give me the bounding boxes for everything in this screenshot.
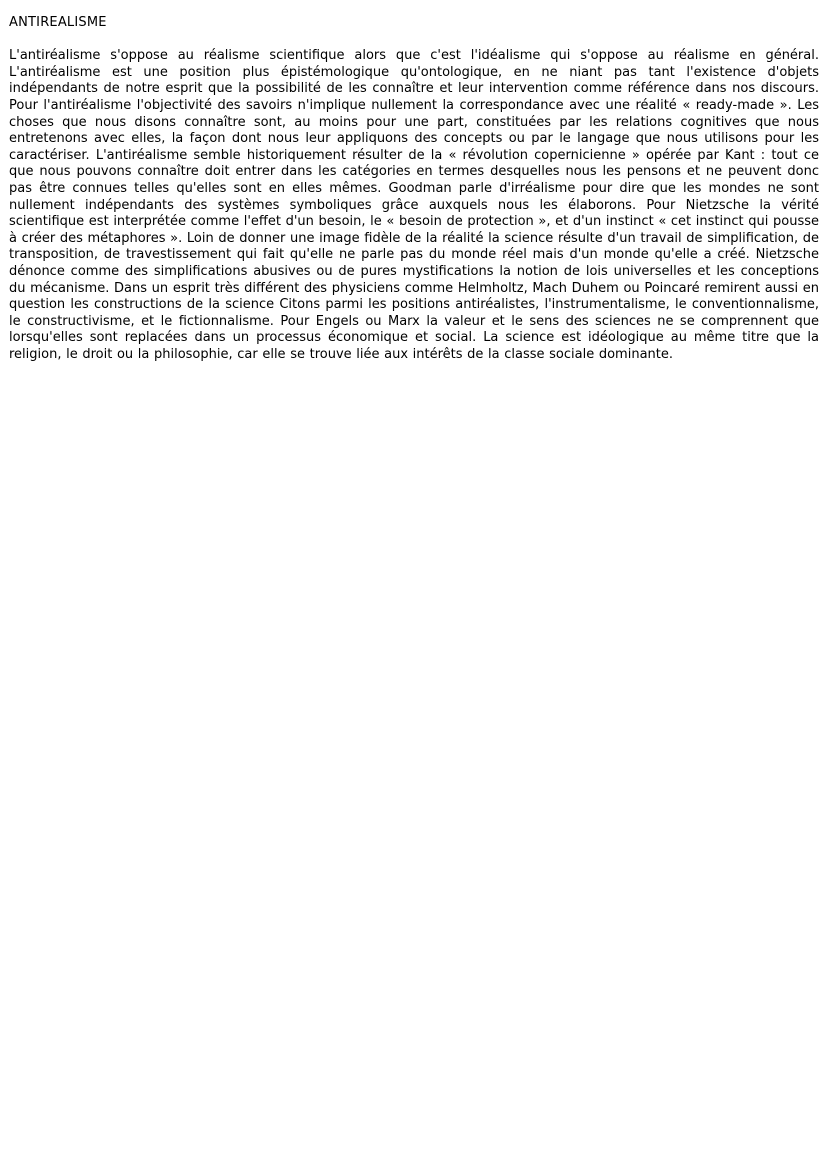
document-title: ANTIREALISME: [9, 15, 107, 30]
document-paragraph: L'antiréalisme s'oppose au réalisme scientifique alors que c'est l'idéalisme qui s'oppose au réalisme en général. L'antiréalisme est une position plus épistémologique qu'ontologique, en ne niant pas tant l'existence d'objets indépendants de notre esprit que la possibilité de les connaître et leur intervention comme référence dans nos discours. Pour l'antiréalisme l'objectivité des savoirs n'implique nullement la correspondance avec une réalité « ready-made ». Les choses que nous disons connaître sont, au moins pour une part, constituées par les relations cognitives que nous entretenons avec elles, la façon dont nous leur appliquons des concepts ou par le langage que nous utilisons pour les caractériser. L'antiréalisme semble historiquement résulter de la « révolution copernicienne » opérée par Kant : tout ce que nous pouvons connaître doit entrer dans les catégories en termes desquelles nous les pensons et ne peuvent donc pas être connues telles qu'elles sont en elles mêmes. Goodman parle d'irréalisme pour dire que les mondes ne sont nullement indépendants des systèmes symboliques grâce auxquels nous les élaborons. Pour Nietzsche la vérité scientifique est interprétée comme l'effet d'un besoin, le « besoin de protection », et d'un instinct « cet instinct qui pousse à créer des métaphores ». Loin de donner une image fidèle de la réalité la science résulte d'un travail de simplification, de transposition, de travestissement qui fait qu'elle ne parle pas du monde réel mais d'un monde qu'elle a créé. Nietzsche dénonce comme des simplifications abusives ou de pures mystifications la notion de lois universelles et les conceptions du mécanisme. Dans un esprit très différent des physiciens comme Helmholtz, Mach Duhem ou Poincaré remirent aussi en question les constructions de la science Citons parmi les positions antiréalistes, l'instrumentalisme, le conventionnalisme, le constructivisme, et le fictionnalisme. Pour Engels ou Marx la valeur et le sens des sciences ne se comprennent que lorsqu'elles sont replacées dans un processus économique et social. La science est idéologique au même titre que la religion, le droit ou la philosophie, car elle se trouve liée aux intérêts de la classe sociale dominante.: [9, 48, 819, 362]
